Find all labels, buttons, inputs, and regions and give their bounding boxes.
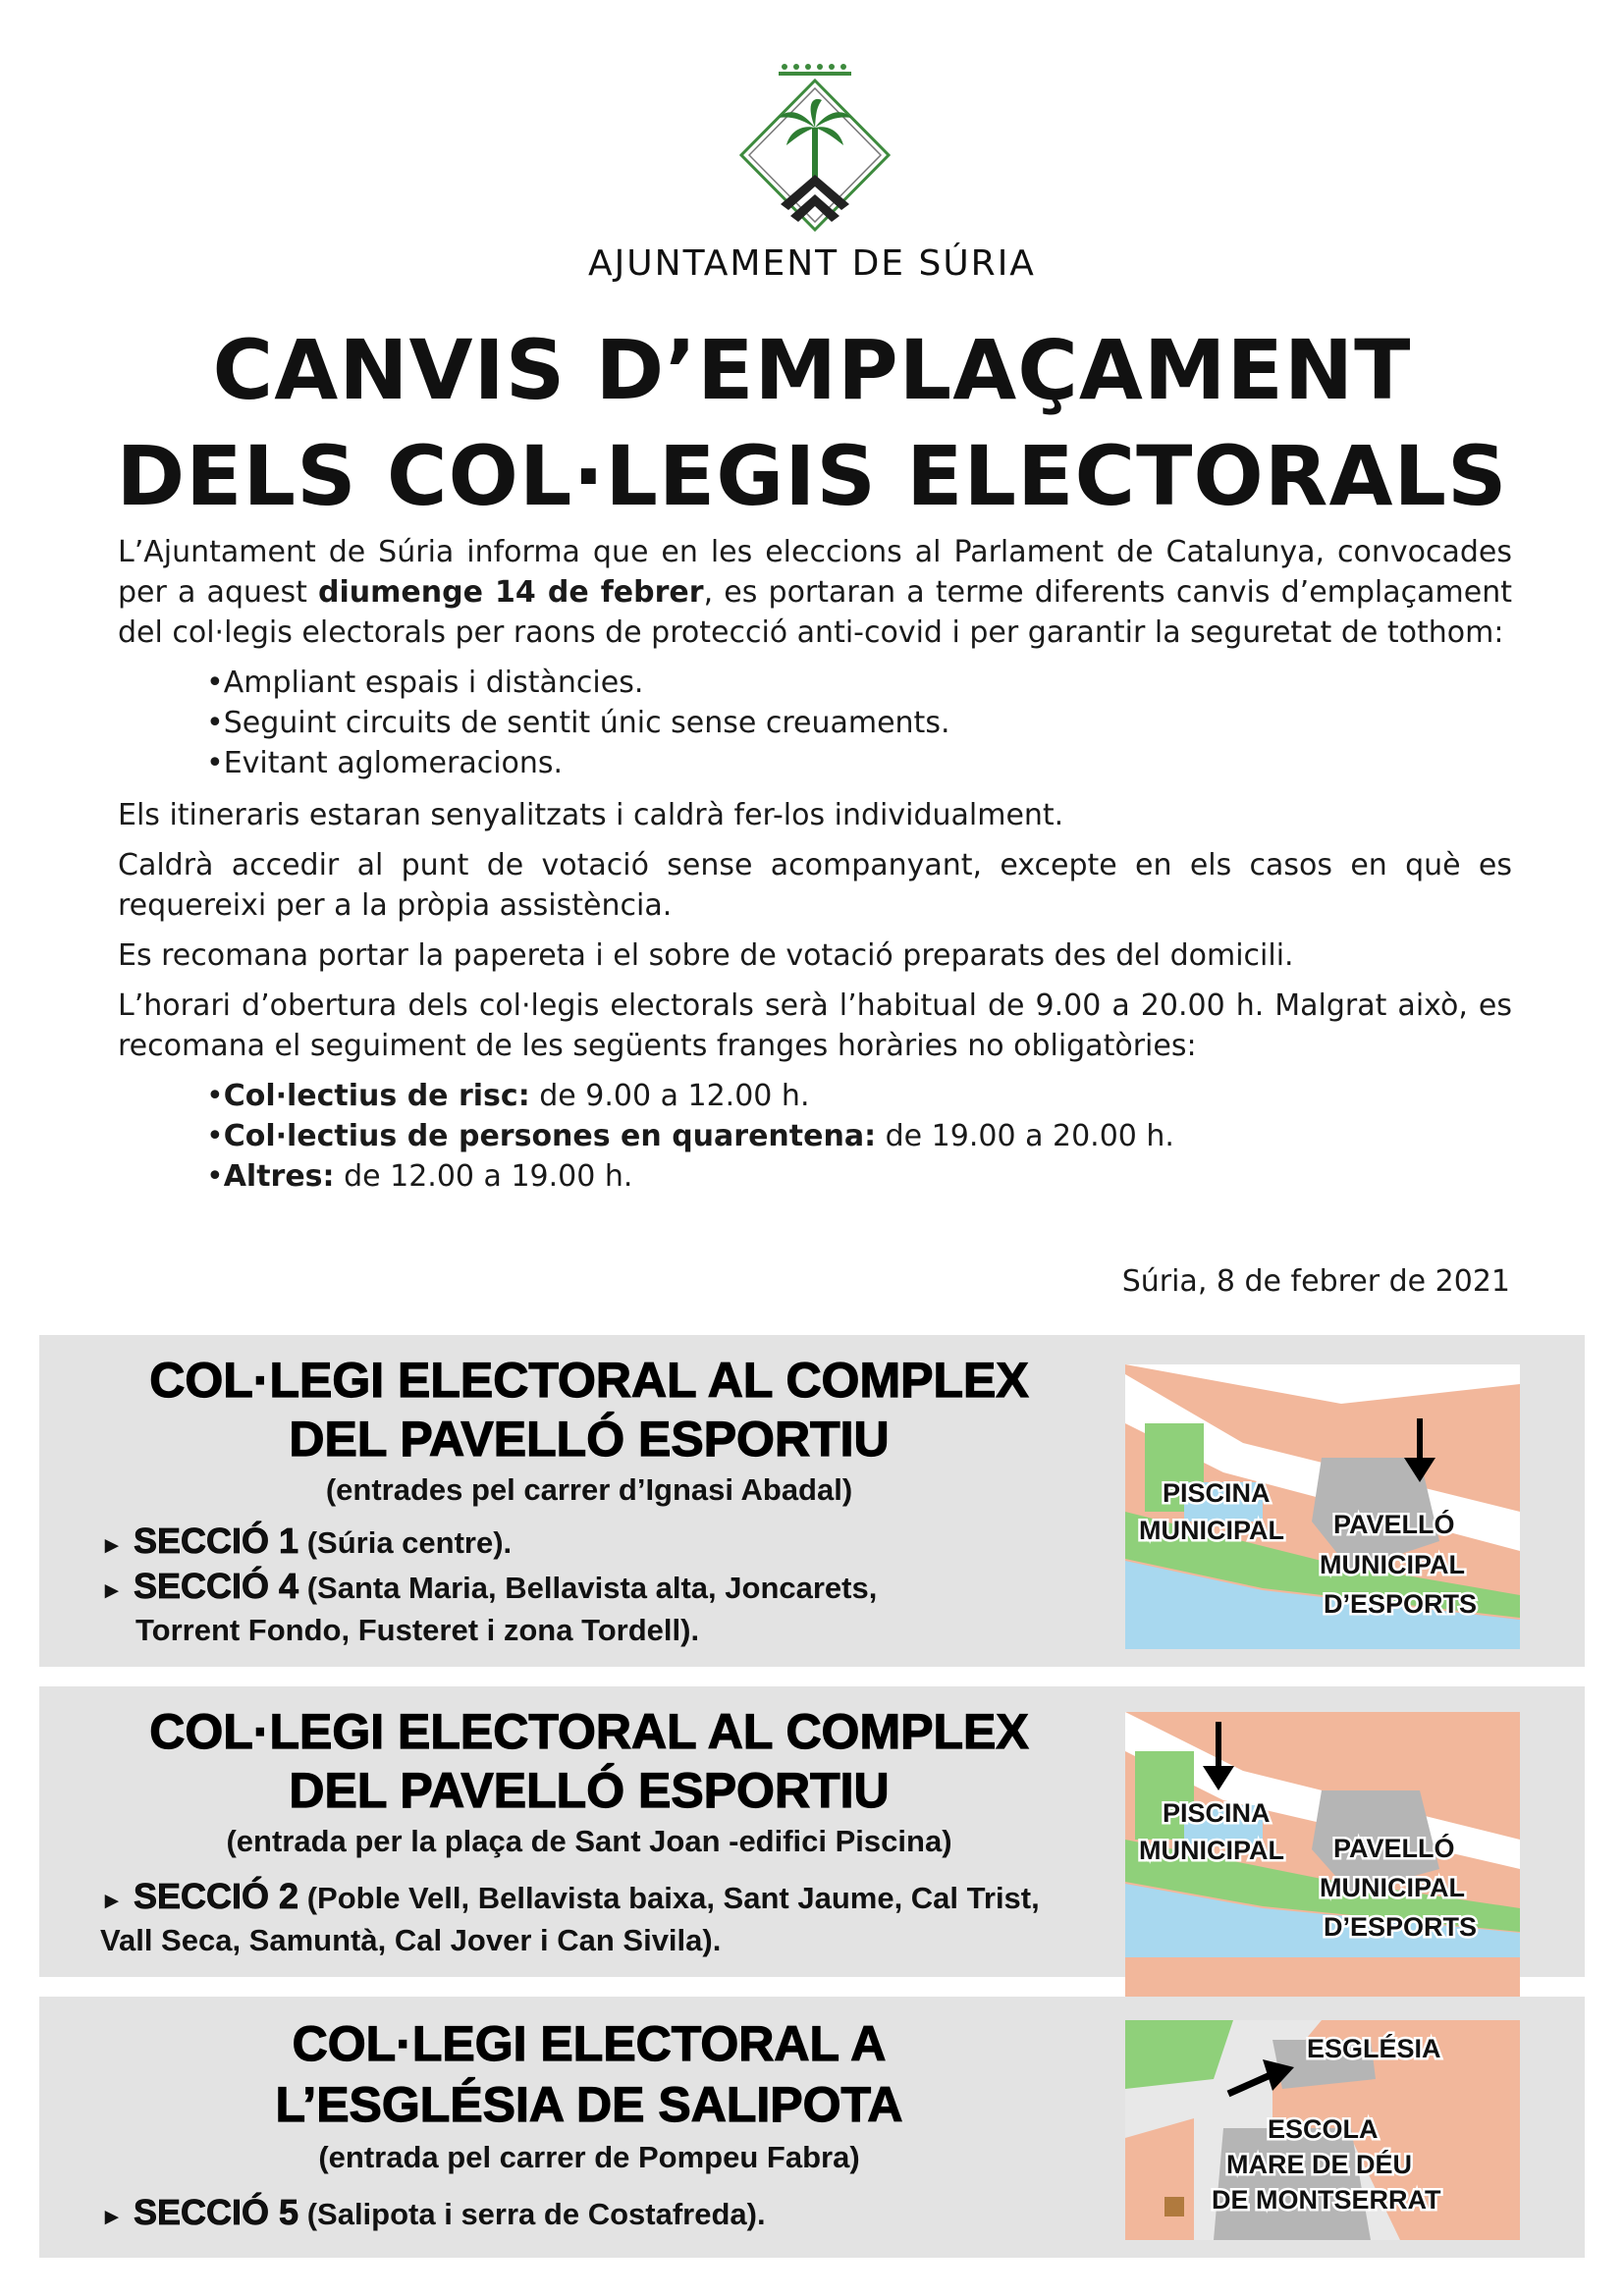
list-item: • Col·lectius de persones en quarentena: de 19.00 a 20.00 h. bbox=[206, 1116, 1512, 1156]
play-arrow-icon: ► bbox=[100, 2204, 124, 2230]
municipal-coat-of-arms bbox=[731, 59, 898, 240]
measures-list bbox=[206, 663, 1512, 783]
election-date: diumenge 14 de febrer bbox=[318, 575, 704, 610]
page-title-line-1: CANVIS D’EMPLAÇAMENT bbox=[212, 322, 1412, 418]
intro-paragraph: L’Ajuntament de Súria informa que en les eleccions al Parlament de Catalunya, convocades per a aquest diumenge 14 de febrer, es portaran a terme diferents canvis d’emplaçament del col·legis electorals per raons de protecció anti-covid i per garantir la seguretat de tothom: bbox=[118, 535, 1512, 650]
itinerary-paragraph: Els itineraris estaran senyalitzats i caldrà fer-los individualment. bbox=[118, 798, 1064, 832]
section-entry: ► SECCIÓ 2 (Poble Vell, Bellavista baixa, Sant Jaume, Cal Trist, Vall Seca, Samuntà, Cal Jover i Can Sivila). bbox=[100, 1876, 1040, 1957]
map-label: D’ESPORTS bbox=[1324, 1589, 1478, 1619]
map-label: PISCINA bbox=[1163, 1798, 1271, 1828]
map-label: MUNICIPAL bbox=[1139, 1836, 1284, 1865]
list-item: • Ampliant espais i distàncies. bbox=[206, 663, 1512, 703]
map-label: ESGLÉSIA bbox=[1307, 2034, 1441, 2063]
intro-text bbox=[118, 532, 1512, 1208]
location-map bbox=[1125, 1712, 1520, 1997]
box-title-line-2: DEL PAVELLÓ ESPORTIU bbox=[289, 1763, 890, 1818]
map-label: D’ESPORTS bbox=[1324, 1912, 1478, 1942]
map-label: PAVELLÓ bbox=[1333, 1834, 1455, 1863]
box-title-line-1: COL·LEGI ELECTORAL A bbox=[292, 2016, 887, 2071]
access-paragraph: Caldrà accedir al punt de votació sense acompanyant, excepte en els casos en què es requereixi per a la pròpia assistència. bbox=[118, 848, 1512, 923]
location-map bbox=[1125, 1364, 1520, 1649]
box-title-line-2: L’ESGLÉSIA DE SALIPOTA bbox=[275, 2077, 903, 2132]
polling-station-box-2 bbox=[39, 1686, 1585, 1977]
map-label: ESCOLA bbox=[1268, 2114, 1379, 2144]
map-label: DE MONTSERRAT bbox=[1212, 2185, 1441, 2215]
play-arrow-icon: ► bbox=[100, 1577, 124, 1604]
hours-paragraph: L’horari d’obertura dels col·legis electorals serà l’habitual de 9.00 a 20.00 h. Malgrat això, es recomana el seguiment de les següents franges horàries no obligatòries: bbox=[118, 988, 1512, 1063]
list-item: • Seguint circuits de sentit únic sense creuaments. bbox=[206, 703, 1512, 743]
list-item: • Col·lectius de risc: de 9.00 a 12.00 h. bbox=[206, 1076, 1512, 1116]
map-label: PISCINA bbox=[1163, 1478, 1271, 1508]
location-map bbox=[1125, 2020, 1520, 2240]
map-label: MARE DE DÉU bbox=[1226, 2150, 1413, 2179]
schedule-list bbox=[206, 1076, 1512, 1197]
section-entry: ► SECCIÓ 1 (Súria centre). bbox=[100, 1522, 1131, 1566]
box-title-line-1: COL·LEGI ELECTORAL AL COMPLEX bbox=[149, 1353, 1029, 1408]
map-label: MUNICIPAL bbox=[1320, 1873, 1465, 1902]
polling-station-box-1 bbox=[39, 1335, 1585, 1667]
ballot-paragraph: Es recomana portar la papereta i el sobre de votació preparats des del domicili. bbox=[118, 938, 1294, 973]
play-arrow-icon: ► bbox=[100, 1888, 124, 1914]
page-title-line-2: DELS COL·LEGIS ELECTORALS bbox=[116, 428, 1508, 524]
map-label: MUNICIPAL bbox=[1139, 1516, 1284, 1545]
box-subtitle: (entrada pel carrer de Pompeu Fabra) bbox=[318, 2140, 860, 2174]
map-label: PAVELLÓ bbox=[1333, 1510, 1455, 1539]
box-subtitle: (entrades pel carrer d’Ignasi Abadal) bbox=[325, 1472, 853, 1507]
section-entry: ► SECCIÓ 4 (Santa Maria, Bellavista alta, Joncarets, Torrent Fondo, Fusteret i zona Tordell). bbox=[100, 1566, 878, 1647]
section-entry: ► SECCIÓ 5 (Salipota i serra de Costafreda). bbox=[100, 2193, 1131, 2237]
list-item: • Evitant aglomeracions. bbox=[206, 743, 1512, 783]
organization-name: AJUNTAMENT DE SÚRIA bbox=[588, 243, 1036, 284]
document-date: Súria, 8 de febrer de 2021 bbox=[1121, 1264, 1510, 1299]
box-title-line-2: DEL PAVELLÓ ESPORTIU bbox=[289, 1412, 890, 1467]
play-arrow-icon: ► bbox=[100, 1532, 124, 1559]
polling-station-box-3 bbox=[39, 1997, 1585, 2258]
box-subtitle: (entrada per la plaça de Sant Joan -edifici Piscina) bbox=[226, 1824, 952, 1858]
map-label: MUNICIPAL bbox=[1320, 1550, 1465, 1579]
list-item: • Altres: de 12.00 a 19.00 h. bbox=[206, 1156, 1512, 1197]
box-title-line-1: COL·LEGI ELECTORAL AL COMPLEX bbox=[149, 1704, 1029, 1759]
